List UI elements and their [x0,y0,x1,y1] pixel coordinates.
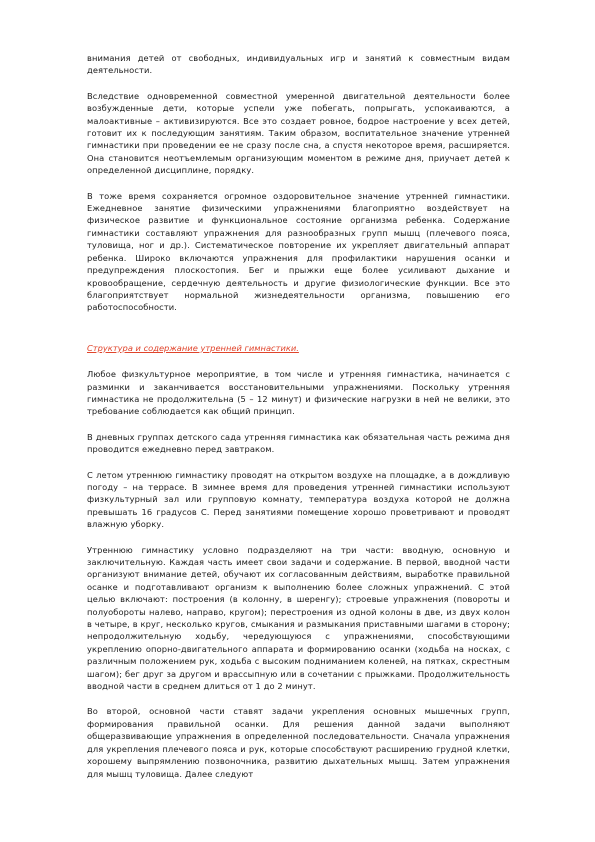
document-page [87,52,510,793]
paragraph: внимания детей от свободных, индивидуальных игр и занятий к совместным видам деятельности. [87,53,510,76]
paragraph: В тоже время сохраняется огромное оздоровительное значение утренней гимнастики. Ежедневное занятие физическими упражнениями благоприятно воздействует на физическое развитие и функциональное состояние организма ребенка. Содержание гимнастики составляют упражнения для разнообразных групп мышц (плечевого пояса, туловища, ног и др.). Систематическое повторение их укрепляет двигательный аппарат ребенка. Широко включаются упражнения для профилактики нарушения осанки и предупреждения плоскостопия. Бег и прыжки еще более усиливают дыхание и кровообращение, сердечную деятельность и другие физиологические функции. Все это благоприятствует нормальной жизнедеятельности организма, повышению его работоспособности. [87,190,510,313]
section-heading: Структура и содержание утренней гимнастики. [87,342,299,353]
paragraph: Вследствие одновременной совместной умеренной двигательной деятельности более возбужденные дети, которые успели уже побегать, попрыгать, успокаиваются, а малоактивные – активизируются. Все это создает ровное, бодрое настроение у всех детей, готовит их к последующим занятиям. Таким образом, воспитательное значение утренней гимнастики при проведении ее не сразу после сна, а спустя некоторое время, расширяется. Она становится неотъемлемым организующим моментом в режиме дня, приучает детей к определенной дисциплине, порядку. [87,90,510,176]
paragraph: Во второй, основной части ставят задачи укрепления основных мышечных групп, формирования правильной осанки. Для решения данной задачи выполняют общеразвивающие упражнения в определенной последовательности. Сначала упражнения для укрепления плечевого пояса и рук, которые способствуют расширению грудной клетки, хорошему выпрямлению позвоночника, развитию дыхательных мышц. Затем упражнения для мышц туловища. Далее следуют [87,706,510,779]
paragraph: Утреннюю гимнастику условно подразделяют на три части: вводную, основную и заключительную. Каждая часть имеет свои задачи и содержание. В первой, вводной части организуют внимание детей, обучают их согласованным действиям, выработке правильной осанке и подготавливают организм к выполнению более сложных упражнений. С этой целью включают: построения (в колонну, в шеренгу); строевые упражнения (повороты и полуобороты налево, направо, кругом); перестроения из одной колоны в две, из двух колон в четыре, в круг, несколько кругов, смыкания и размыкания приставными шагами в сторону; непродолжительную ходьбу, чередующуюся с упражнениями, способствующими укреплению опорно-двигательного аппарата и формированию осанки (ходьба на носках, с различным положением рук, ходьба с высоким подниманием коленей, на пятках, скрестным шагом); бег друг за другом и врассыпную или в сочетании с прыжками. Продолжительность вводной части в среднем длиться от 1 до 2 минут. [87,544,510,692]
paragraph: Любое физкультурное мероприятие, в том числе и утренняя гимнастика, начинается с разминки и заканчивается восстановительными упражнениями. Поскольку утренняя гимнастика не продолжительна (5 – 12 минут) и физические нагрузки в ней не велики, это требование соблюдается как общий принцип. [87,369,510,417]
paragraph: В дневных группах детского сада утренняя гимнастика как обязательная часть режима дня проводится ежедневно перед завтраком. [87,431,510,455]
paragraph: С летом утреннюю гимнастику проводят на открытом воздухе на площадке, а в дождливую погоду – на террасе. В зимнее время для проведения утренней гимнастики используют физкультурный зал или групповую комнату, температура воздуха которой не должна превышать 16 градусов С. Перед занятиями помещение хорошо проветривают и проводят влажную уборку. [87,469,510,530]
